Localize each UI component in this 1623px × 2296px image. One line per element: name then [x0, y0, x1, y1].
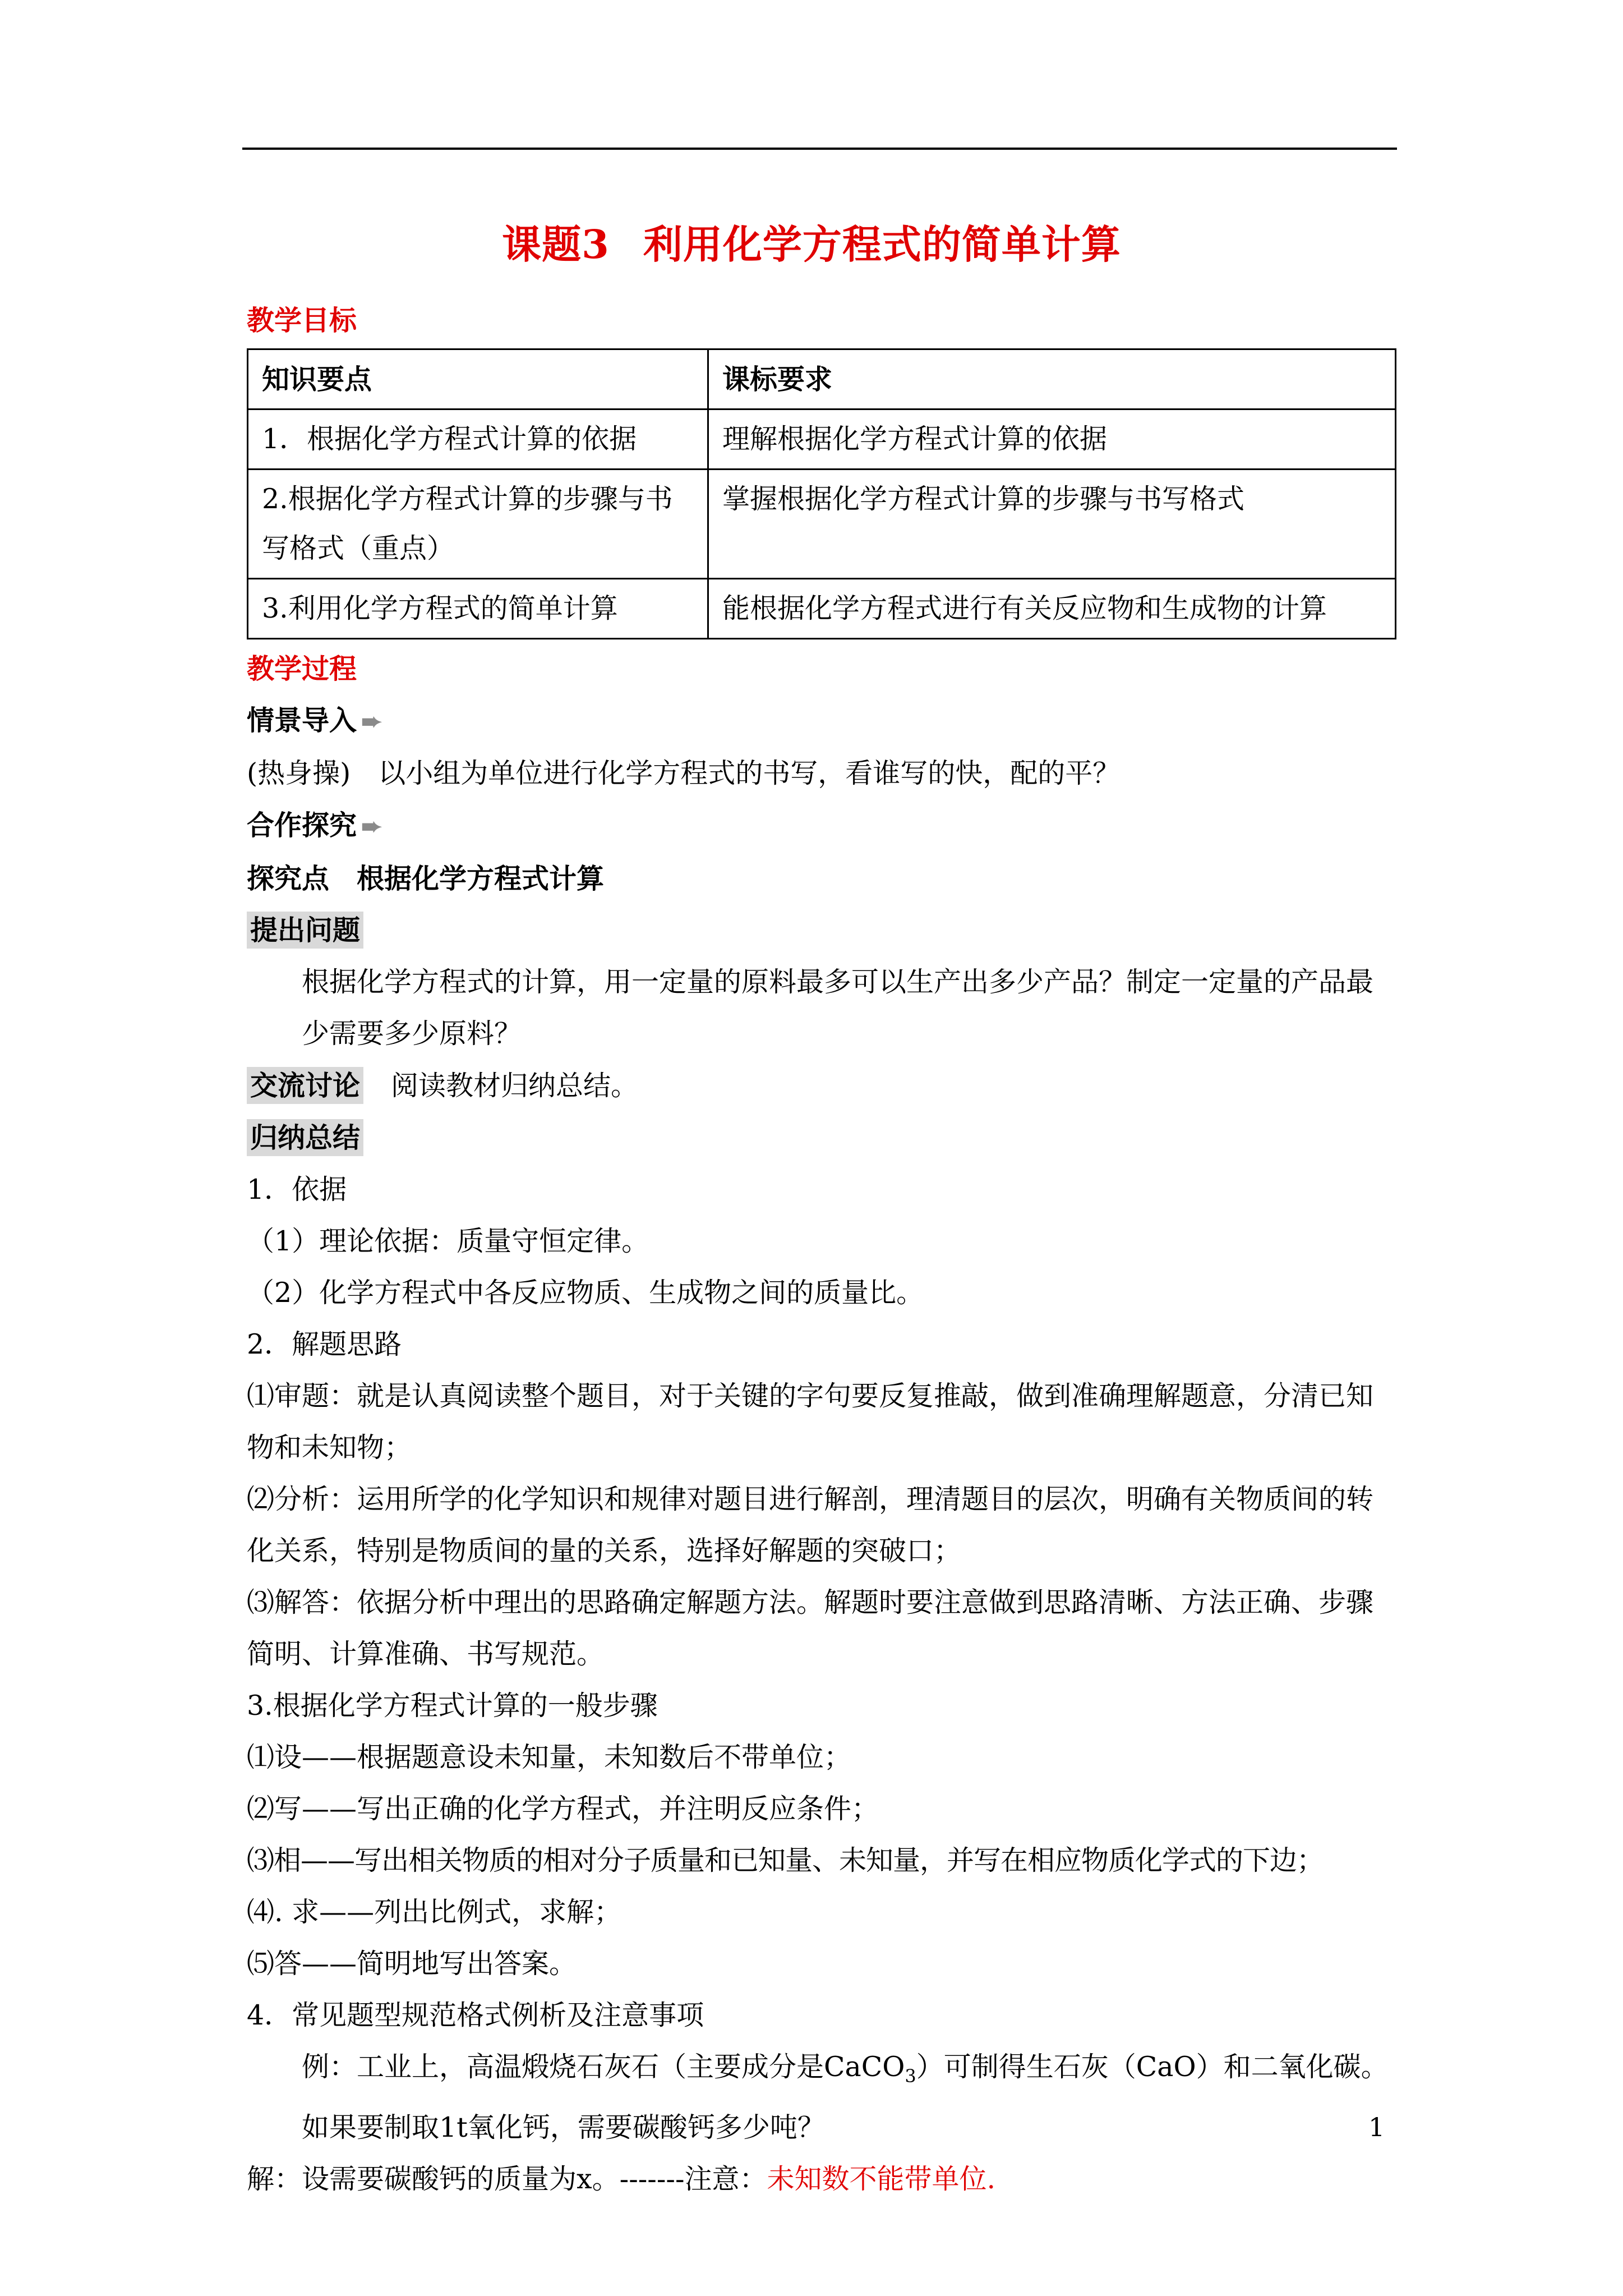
- document-body: [247, 295, 1396, 2205]
- title-number: 课题3: [502, 221, 610, 268]
- explore-heading-text: 合作探究: [247, 809, 357, 841]
- page-title: [0, 213, 1623, 270]
- goals-table: [247, 348, 1396, 639]
- example-text-a: 例：工业上，高温煅烧石灰石（主要成分是CaCO: [302, 2051, 905, 2083]
- steps-item: ⑵写——写出正确的化学方程式，并注明反应条件；: [247, 1793, 879, 1825]
- summary-label-line: [247, 1112, 1396, 1164]
- discuss-label: 交流讨论: [247, 1067, 363, 1104]
- example-text: [247, 2041, 1396, 2154]
- explore-point: 探究点 根据化学方程式计算: [247, 862, 605, 895]
- question-label: 提出问题: [247, 912, 363, 949]
- table-row: [248, 470, 1396, 579]
- arrow-right-icon: ➨: [361, 707, 382, 736]
- question-label-line: [247, 904, 1396, 956]
- table-cell: 能根据化学方程式进行有关反应物和生成物的计算: [708, 579, 1396, 639]
- steps-item: ⑴设——根据题意设未知量，未知数后不带单位；: [247, 1741, 852, 1773]
- approach-item: ⑶解答：依据分析中理出的思路确定解题方法。解题时要注意做到思路清晰、方法正确、步骤简明、计算准确、书写规范。: [247, 1586, 1374, 1670]
- steps-item: ⑶相——写出相关物质的相对分子质量和已知量、未知量，并写在相应物质化学式的下边；: [247, 1844, 1324, 1876]
- table-cell: 理解根据化学方程式计算的依据: [708, 409, 1396, 470]
- intro-heading: [247, 694, 1396, 748]
- table-cell: 掌握根据化学方程式计算的步骤与书写格式: [708, 470, 1396, 579]
- approach-item: ⑵分析：运用所学的化学知识和规律对题目进行解剖，理清题目的层次，明确有关物质间的转化关系，特别是物质间的量的关系，选择好解题的突破口；: [247, 1483, 1374, 1567]
- solution-text: 解：设需要碳酸钙的质量为x。-------注意：: [247, 2162, 767, 2195]
- table-row: [248, 409, 1396, 470]
- intro-text: (热身操) 以小组为单位进行化学方程式的书写，看谁写的快，配的平？: [247, 757, 1121, 789]
- table-cell: 1．根据化学方程式计算的依据: [248, 409, 708, 470]
- approach-heading: 2．解题思路: [247, 1328, 402, 1360]
- approach-item: ⑴审题：就是认真阅读整个题目，对于关键的字句要反复推敲，做到准确理解题意，分清已知物和未知物；: [247, 1380, 1374, 1464]
- explore-heading: [247, 799, 1396, 853]
- table-cell: 3.利用化学方程式的简单计算: [248, 579, 708, 639]
- header-rule: [242, 148, 1397, 150]
- table-header-row: [248, 349, 1396, 409]
- basis-item: （1）理论依据：质量守恒定律。: [247, 1225, 649, 1257]
- intro-heading-text: 情景导入: [247, 704, 357, 737]
- arrow-right-icon: ➨: [361, 812, 382, 841]
- summary-label: 归纳总结: [247, 1119, 363, 1156]
- discuss-text: 阅读教材归纳总结。: [391, 1070, 639, 1102]
- example-subscript: 3: [905, 2065, 916, 2087]
- example-text-b: ）可制得生石灰（CaO）和二氧化碳。如果要制取1t氧化钙，需要碳酸钙多少吨？: [302, 2051, 1389, 2143]
- steps-item: ⑸答——简明地写出答案。: [247, 1948, 577, 1980]
- discuss-line: [247, 1060, 1396, 1112]
- example-heading: 4．常见题型规范格式例析及注意事项: [247, 1999, 704, 2031]
- table-cell: 2.根据化学方程式计算的步骤与书写格式（重点）: [248, 470, 708, 579]
- question-text: 根据化学方程式的计算，用一定量的原料最多可以生产出多少产品？制定一定量的产品最少需要多少原料？: [302, 966, 1374, 1050]
- page-number: 1: [1368, 2112, 1385, 2142]
- table-row: [248, 579, 1396, 639]
- basis-heading: 1．依据: [247, 1174, 347, 1205]
- table-header: 课标要求: [708, 349, 1396, 409]
- table-header: 知识要点: [248, 349, 708, 409]
- section-process-heading: 教学过程: [247, 652, 357, 685]
- steps-item: ⑷. 求——列出比例式，求解；: [247, 1896, 622, 1928]
- solution-note: 未知数不能带单位: [767, 2162, 987, 2195]
- basis-item: （2）化学方程式中各反应物质、生成物之间的质量比。: [247, 1277, 924, 1309]
- title-text: 利用化学方程式的简单计算: [643, 221, 1121, 268]
- steps-heading: 3.根据化学方程式计算的一般步骤: [247, 1690, 658, 1722]
- section-goals-heading: 教学目标: [247, 304, 357, 337]
- solution-line: 解：设需要碳酸钙的质量为x。-------注意：未知数不能带单位.: [247, 2162, 996, 2195]
